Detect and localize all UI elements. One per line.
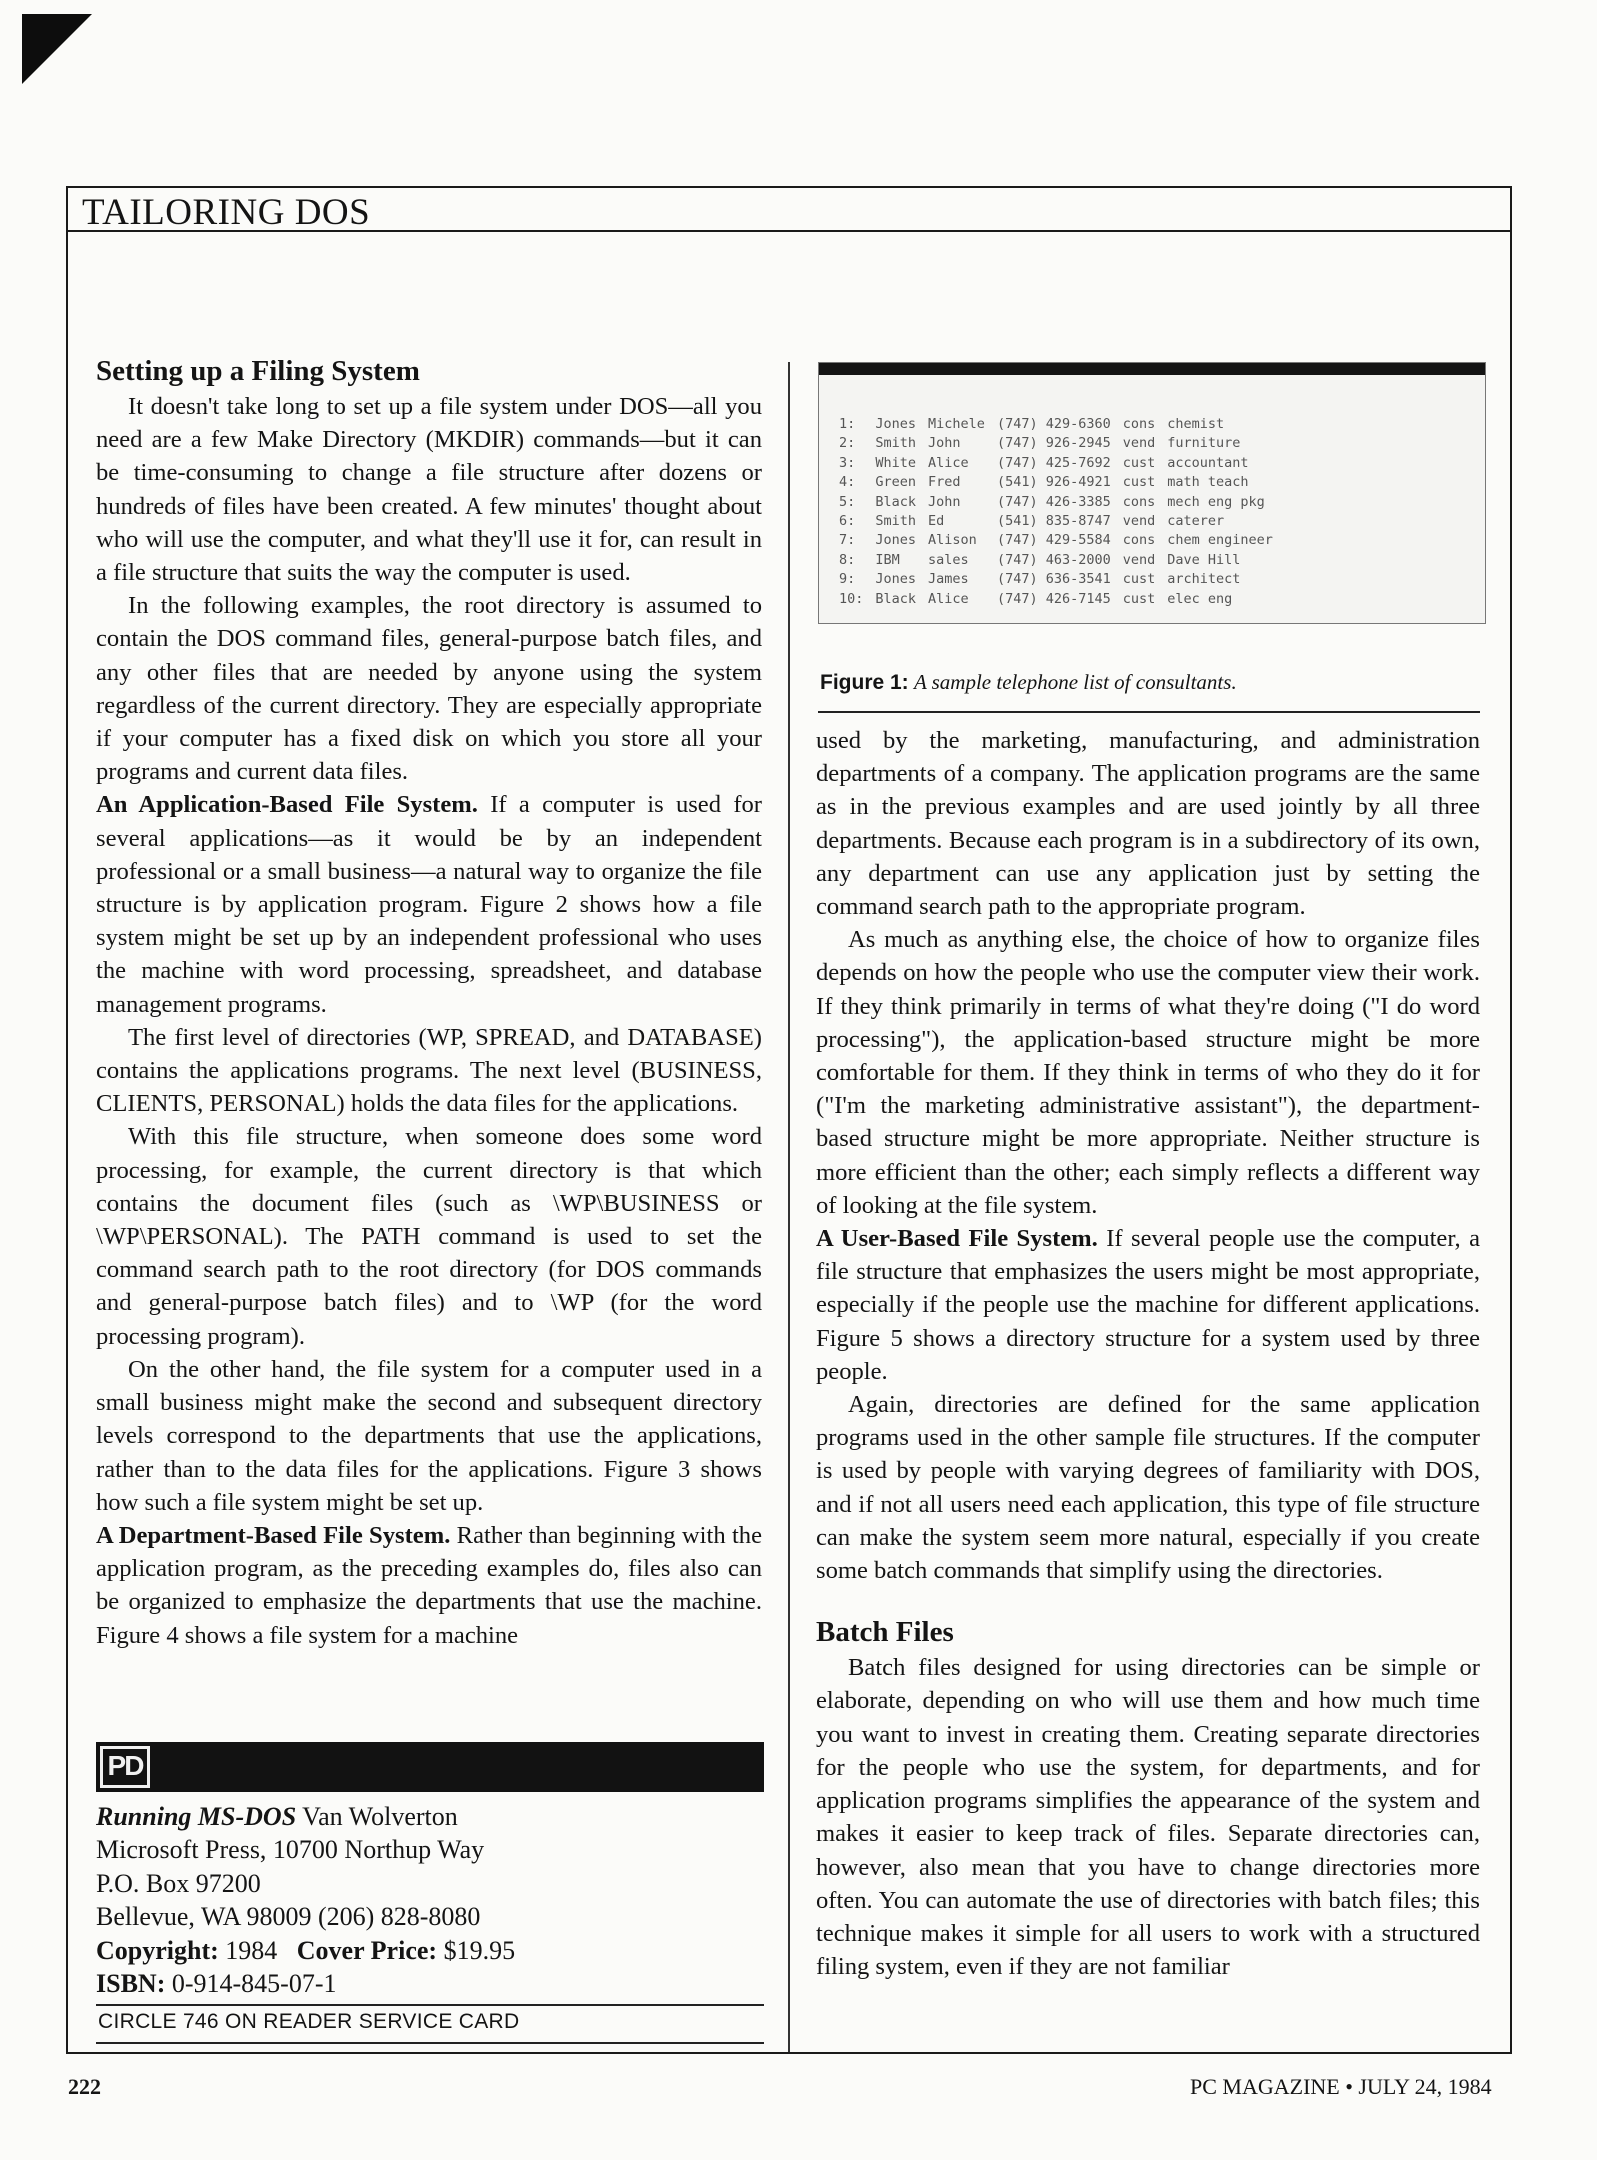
publisher-line: Microsoft Press, 10700 Northup Way — [96, 1835, 485, 1865]
magazine-footer: PC MAGAZINE • JULY 24, 1984 — [1190, 2074, 1492, 2099]
copyright-value: 1984 — [218, 1935, 278, 1965]
paragraph: In the following examples, the root directory is assumed to contain the DOS command files, general-purpose batch files, and any other files that are needed by anyone using the system regardless of the current directory. They are especially appropriate if your computer has a fixed disk on which you store all your programs and current data files. — [96, 592, 762, 786]
figure-table-cell: accountant — [1167, 454, 1249, 471]
figure-table-cell: cust — [1122, 454, 1156, 471]
figure-table-cell: elec eng — [1167, 590, 1233, 607]
figure-table-row — [839, 570, 1285, 589]
isbn-value: 0-914-845-07-1 — [165, 1969, 337, 1999]
figure-top-bar — [819, 363, 1485, 375]
figure-table-cell: Jones — [875, 571, 917, 588]
figure-table-cell: John — [928, 435, 961, 452]
figure-table-cell: Fred — [928, 474, 961, 491]
figure-table-cell: chem engineer — [1167, 532, 1273, 549]
isbn-label: ISBN: — [96, 1969, 166, 1999]
figure-table-cell: Alice — [928, 590, 969, 607]
city-phone-line: Bellevue, WA 98009 (206) 828-8080 — [96, 1902, 481, 1932]
price-label: Cover Price: — [296, 1935, 438, 1965]
figure-table-row — [839, 473, 1285, 492]
pd-logo: PD — [100, 1746, 150, 1788]
paragraph: Again, directories are defined for the same application programs used in the other sample file structures. If the computer is used by people with varying degrees of familiarity with DOS, and if not all users need each application, this type of file structure can make the system seem more natural, especially if you create some batch commands that simplify using the directories. — [816, 1391, 1480, 1585]
figure-table-cell: 6: — [839, 513, 856, 530]
figure-table-row — [839, 434, 1285, 453]
section-title: TAILORING DOS — [82, 192, 371, 233]
paragraph-text: If several people use the computer, a file structure that emphasizes the users might be most appropriate, especially if the people use the machine for different applications. Figure 5 shows a directory structure for a system used by three people. — [816, 1225, 1480, 1385]
caption-rule — [818, 711, 1480, 713]
paragraph: As much as anything else, the choice of how to organize files depends on how the people who use the computer view their work. If they think primarily in terms of what they're doing ("I do word processing"), the application-based structure might be more comfortable for them. If they think in terms of who they do it for ("I'm the marketing administrative assistant"), the department-based structure might be more appropriate. Neither structure is more efficient than the other; each simply reflects a different way of looking at the file system. — [816, 926, 1480, 1219]
heading-filing-system: Setting up a Filing System — [96, 355, 420, 387]
paragraph: On the other hand, the file system for a computer used in a small business might make the second and subsequent directory levels correspond to the departments that use the applications, rather than to the data files for the applications. Figure 3 shows how such a file system might be set up. — [96, 1355, 762, 1516]
figure-table-cell: Alice — [928, 454, 969, 471]
figure-table-cell: Jones — [875, 532, 917, 549]
figure-table-cell: (747) 463-2000 — [996, 551, 1111, 568]
figure-table-cell: vend — [1122, 513, 1156, 530]
product-details — [96, 1800, 764, 2000]
figure-table-cell: cust — [1122, 474, 1156, 491]
paragraph: used by the marketing, manufacturing, and administration departments of a company. The application programs are the same as in the previous examples and are used jointly by all three departments. Because each program is in a subdirectory of its own, any department can use any application just by setting the command search path to the appropriate program. — [816, 727, 1480, 921]
figure-table-cell: Ed — [928, 513, 945, 530]
figure-table-cell: 5: — [839, 493, 856, 510]
figure-table-cell: cons — [1122, 416, 1156, 432]
figure-table-cell: Jones — [875, 416, 917, 432]
figure-table-cell: cust — [1122, 590, 1156, 607]
reader-service-rule-top — [96, 2004, 764, 2006]
figure-table-row — [839, 415, 1285, 434]
figure-table-cell: (747) 429-6360 — [996, 416, 1111, 432]
figure-table-cell: 2: — [839, 435, 856, 452]
figure-table-row — [839, 512, 1285, 531]
figure-table-cell: cons — [1122, 532, 1156, 549]
figure-table-row — [839, 590, 1285, 609]
figure-table-cell: vend — [1122, 551, 1156, 568]
copyright-price-line — [96, 1934, 764, 1967]
figure-1-screen — [818, 362, 1486, 624]
page-number: 222 — [68, 2074, 101, 2099]
price-value: $19.95 — [437, 1935, 516, 1965]
figure-table-cell: 8: — [839, 551, 856, 568]
figure-table-cell: (541) 926-4921 — [996, 474, 1111, 491]
figure-table-cell: (747) 426-7145 — [996, 590, 1111, 607]
figure-table-cell: (541) 835-8747 — [996, 513, 1111, 530]
figure-table-cell: Smith — [875, 513, 917, 530]
reader-service-note: CIRCLE 746 ON READER SERVICE CARD — [98, 2010, 520, 2033]
product-author: Van Wolverton — [296, 1802, 458, 1831]
figure-table-row — [839, 531, 1285, 550]
runin-heading: An Application-Based File System. — [96, 791, 478, 819]
paragraph — [816, 1222, 1480, 1388]
figure-table-cell: Black — [875, 590, 917, 607]
figure-table-cell: vend — [1122, 435, 1156, 452]
paragraph: Batch files designed for using directories can be simple or elaborate, depending on who will use them and how much time you want to invest in creating them. Creating separate directories for the people who use the system, for departments, and for application programs simplifies the appearance of the system and makes it easier to keep track of files. Separate directories can, however, also mean that you have to change directories more often. You can automate the use of directories with batch files; this technique makes it simple for all users to work with a structured filing system, even if they are not familiar — [816, 1654, 1480, 1981]
po-box-line: P.O. Box 97200 — [96, 1868, 261, 1898]
paragraph-text: If a computer is used for several applications—as it would be by an independent professional or a small business—a natural way to organize the file structure is by application program. Figure 2 shows how a file system might be set up by an independent professional who uses the machine with word processing, spreadsheet, and database management programs. — [96, 791, 762, 1018]
frame-left-rule — [66, 232, 68, 2054]
figure-table-cell: chemist — [1167, 416, 1225, 432]
figure-table-cell: cons — [1122, 493, 1156, 510]
section-header — [66, 186, 1512, 232]
figure-table-cell: 7: — [839, 532, 856, 549]
paragraph — [96, 1519, 762, 1652]
figure-table-row — [839, 493, 1285, 512]
reader-service-rule-bottom — [96, 2042, 764, 2044]
runin-heading: A Department-Based File System. — [96, 1521, 451, 1549]
figure-table-cell: caterer — [1167, 513, 1225, 530]
product-title: Running MS-DOS — [96, 1802, 297, 1831]
figure-table-cell: 9: — [839, 571, 856, 588]
figure-table-cell: cust — [1122, 571, 1156, 588]
figure-table-cell: 4: — [839, 474, 856, 491]
figure-table-cell: Alison — [928, 532, 977, 549]
runin-heading: A User-Based File System. — [816, 1225, 1098, 1253]
figure-caption-text: A sample telephone list of consultants. — [913, 670, 1237, 694]
figure-table-row — [839, 551, 1285, 570]
figure-table-cell: mech eng pkg — [1167, 493, 1265, 510]
figure-table-cell: (747) 426-3385 — [996, 493, 1111, 510]
figure-caption — [820, 670, 1237, 695]
figure-table-cell: (747) 636-3541 — [996, 571, 1111, 588]
isbn-line — [96, 1967, 764, 2000]
paragraph-text: Rather than beginning with the application program, as the preceding examples do, files also can be organized to emphasize the departments that use the machine. Figure 4 shows a file system for a machine — [96, 1521, 763, 1649]
figure-table-cell: sales — [928, 551, 969, 568]
figure-table-cell: Smith — [875, 435, 917, 452]
figure-table-cell: Dave Hill — [1167, 551, 1241, 568]
figure-table-cell: John — [928, 493, 961, 510]
figure-table-cell: 1: — [839, 416, 856, 432]
figure-table-cell: (747) 429-5584 — [996, 532, 1111, 549]
right-column — [816, 724, 1480, 1983]
figure-table-cell: (747) 926-2945 — [996, 435, 1111, 452]
product-title-line — [96, 1800, 764, 1833]
frame-bottom-rule — [66, 2052, 1512, 2054]
figure-table-cell: 3: — [839, 454, 856, 471]
figure-table-cell: White — [875, 454, 917, 471]
figure-table-cell: architect — [1167, 571, 1241, 588]
figure-table-cell: Michele — [928, 416, 985, 432]
figure-table-cell: James — [928, 571, 969, 588]
figure-caption-label: Figure 1: — [820, 671, 909, 694]
heading-batch-files: Batch Files — [816, 1616, 954, 1649]
figure-table-cell: math teach — [1167, 474, 1249, 491]
paragraph: With this file structure, when someone does some word processing, for example, the current directory is that which contains the document files (such as \WP\BUSINESS or \WP\PERSONAL). The PATH command is used to set the command search path to the root directory (for DOS commands and general-purpose batch files) and to \WP (for the word processing program). — [96, 1123, 762, 1350]
paragraph — [96, 788, 762, 1020]
corner-triangle-mark — [22, 14, 92, 84]
figure-table-cell: Black — [875, 493, 917, 510]
paragraph: The first level of directories (WP, SPREAD, and DATABASE) contains the applications programs. The next level (BUSINESS, CLIENTS, PERSONAL) holds the data files for the applications. — [96, 1023, 762, 1118]
product-details-bar — [96, 1742, 764, 1792]
telephone-list-table — [839, 415, 1285, 609]
figure-table-cell: (747) 425-7692 — [996, 454, 1111, 471]
paragraph: It doesn't take long to set up a file system under DOS—all you need are a few Make Directory (MKDIR) commands—but it can be time-consuming to change a file structure after dozens or hundreds of files have been created. A few minutes' thought about who will use the computer, and what they'll use it for, can result in a file structure that suits the way the computer is used. — [96, 393, 762, 587]
copyright-label: Copyright: — [96, 1935, 219, 1965]
frame-right-rule — [1510, 232, 1512, 2054]
column-divider — [788, 362, 790, 2052]
figure-table-cell: IBM — [875, 551, 900, 568]
figure-table-cell: 10: — [839, 590, 864, 607]
figure-table-cell: furniture — [1167, 435, 1241, 452]
figure-table-row — [839, 454, 1285, 473]
figure-table-cell: Green — [875, 474, 917, 491]
left-column — [96, 352, 762, 1652]
